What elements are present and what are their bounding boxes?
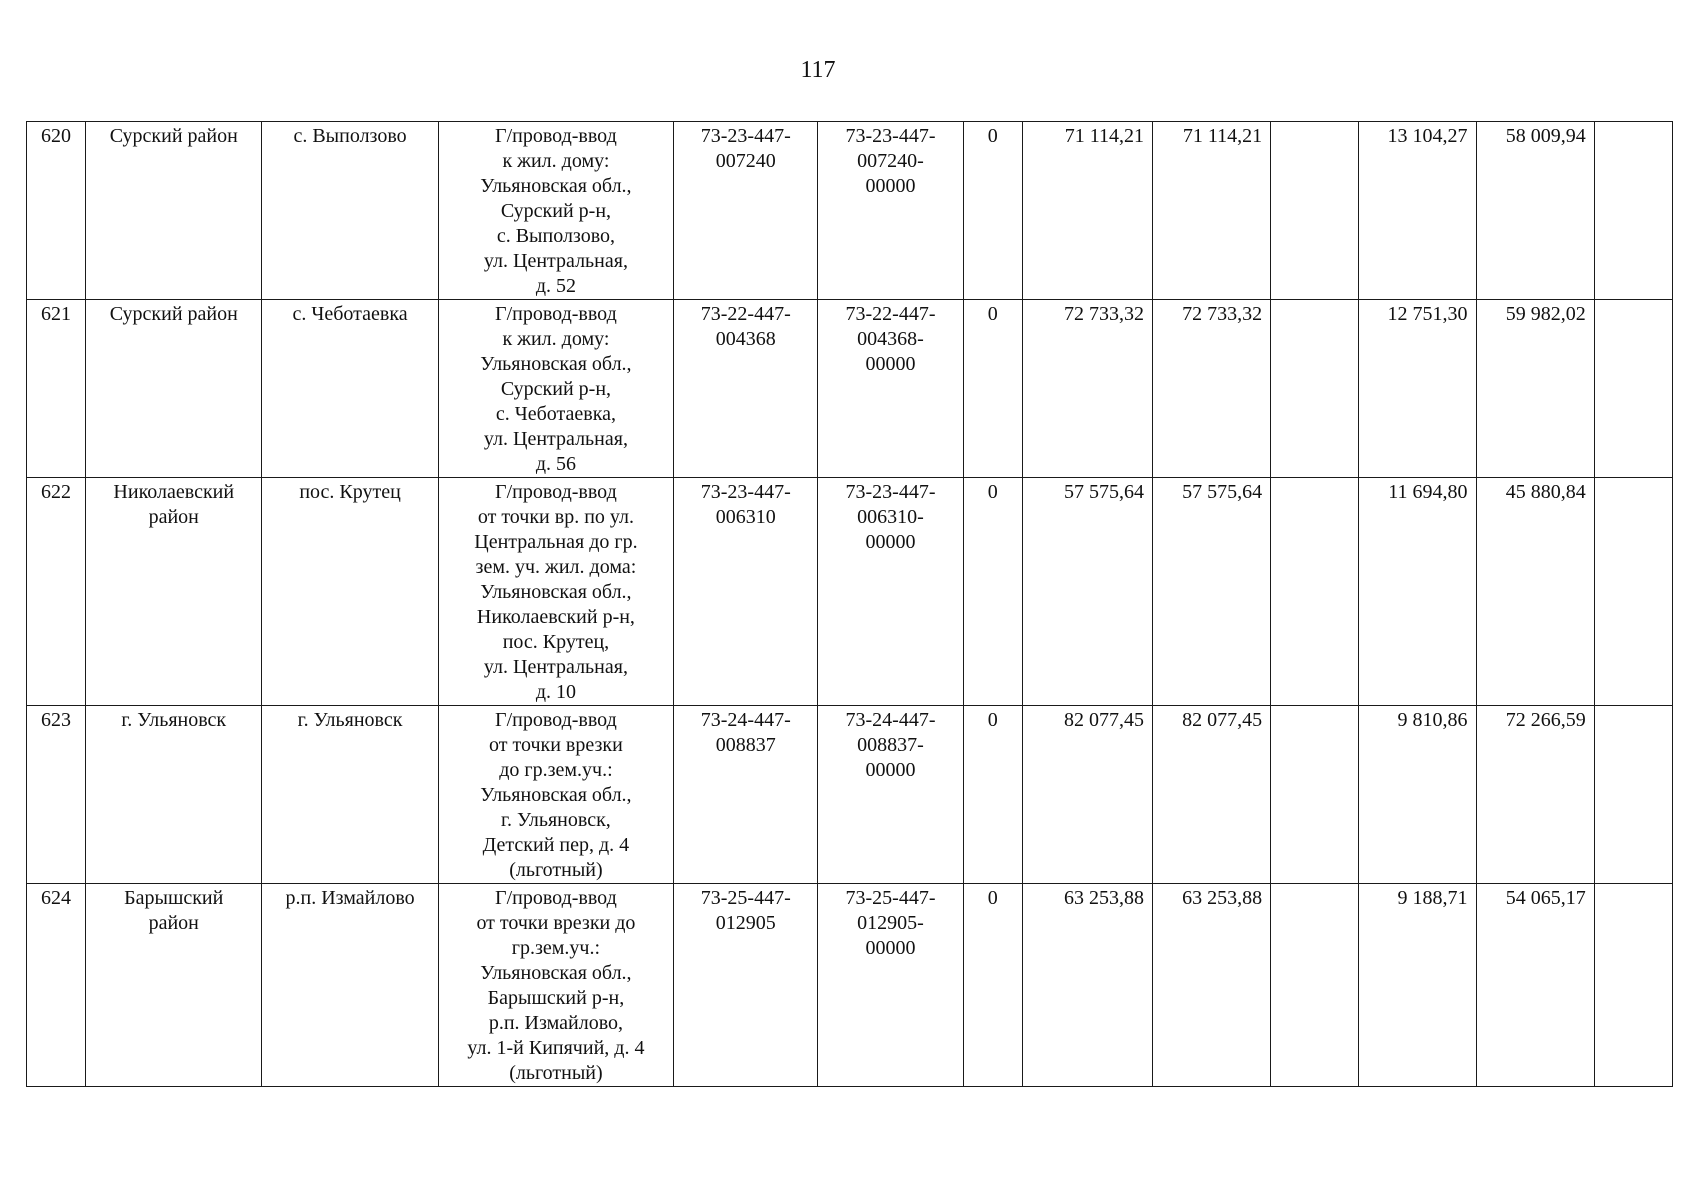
district-cell: Сурский район: [86, 122, 262, 300]
empty-cell: [1594, 300, 1672, 478]
residual-value-cell: 58 009,94: [1476, 122, 1594, 300]
settlement-cell: с. Чеботаевка: [262, 300, 438, 478]
asset-register-table: [26, 121, 1673, 1087]
empty-cell: [1594, 478, 1672, 706]
depreciation-cell: 13 104,27: [1359, 122, 1476, 300]
depreciation-cell: 9 188,71: [1359, 884, 1476, 1087]
object-code-cell: 73-23-447- 007240- 00000: [818, 122, 963, 300]
description-cell: Г/провод-ввод к жил. дому: Ульяновская обл., Сурский р-н, с. Выползово, ул. Центральная, д. 52: [438, 122, 673, 300]
book-cost-cell: 63 253,88: [1152, 884, 1270, 1087]
zero-value-cell: 0: [963, 478, 1022, 706]
settlement-cell: г. Ульяновск: [262, 706, 438, 884]
district-cell: Николаевский район: [86, 478, 262, 706]
district-cell: г. Ульяновск: [86, 706, 262, 884]
book-cost-cell: 82 077,45: [1152, 706, 1270, 884]
depreciation-cell: 9 810,86: [1359, 706, 1476, 884]
settlement-cell: с. Выползово: [262, 122, 438, 300]
district-cell: Сурский район: [86, 300, 262, 478]
table-row: [27, 706, 1673, 884]
depreciation-cell: 12 751,30: [1359, 300, 1476, 478]
district-cell: Барышский район: [86, 884, 262, 1087]
empty-cell: [1271, 478, 1359, 706]
residual-value-cell: 54 065,17: [1476, 884, 1594, 1087]
inventory-number-cell: 73-23-447- 007240: [674, 122, 818, 300]
description-cell: Г/провод-ввод к жил. дому: Ульяновская обл., Сурский р-н, с. Чеботаевка, ул. Центральная, д. 56: [438, 300, 673, 478]
page-number: 117: [800, 57, 836, 83]
zero-value-cell: 0: [963, 884, 1022, 1087]
initial-cost-cell: 71 114,21: [1022, 122, 1152, 300]
table-row: [27, 478, 1673, 706]
row-number-cell: 621: [27, 300, 86, 478]
empty-cell: [1594, 122, 1672, 300]
table-row: [27, 300, 1673, 478]
row-number-cell: 623: [27, 706, 86, 884]
initial-cost-cell: 63 253,88: [1022, 884, 1152, 1087]
residual-value-cell: 59 982,02: [1476, 300, 1594, 478]
row-number-cell: 622: [27, 478, 86, 706]
empty-cell: [1594, 706, 1672, 884]
table-row: [27, 122, 1673, 300]
settlement-cell: пос. Крутец: [262, 478, 438, 706]
zero-value-cell: 0: [963, 706, 1022, 884]
empty-cell: [1594, 884, 1672, 1087]
settlement-cell: р.п. Измайлово: [262, 884, 438, 1087]
inventory-number-cell: 73-24-447- 008837: [674, 706, 818, 884]
zero-value-cell: 0: [963, 122, 1022, 300]
book-cost-cell: 57 575,64: [1152, 478, 1270, 706]
description-cell: Г/провод-ввод от точки вр. по ул. Центральная до гр. зем. уч. жил. дома: Ульяновская обл., Николаевский р-н, пос. Крутец, ул. Центральная, д. 10: [438, 478, 673, 706]
depreciation-cell: 11 694,80: [1359, 478, 1476, 706]
empty-cell: [1271, 122, 1359, 300]
description-cell: Г/провод-ввод от точки врезки до гр.зем.уч.: Ульяновская обл., Барышский р-н, р.п. Измайлово, ул. 1-й Кипячий, д. 4 (льготный): [438, 884, 673, 1087]
zero-value-cell: 0: [963, 300, 1022, 478]
inventory-number-cell: 73-23-447- 006310: [674, 478, 818, 706]
object-code-cell: 73-22-447- 004368- 00000: [818, 300, 963, 478]
residual-value-cell: 72 266,59: [1476, 706, 1594, 884]
object-code-cell: 73-25-447- 012905- 00000: [818, 884, 963, 1087]
empty-cell: [1271, 884, 1359, 1087]
residual-value-cell: 45 880,84: [1476, 478, 1594, 706]
empty-cell: [1271, 706, 1359, 884]
book-cost-cell: 71 114,21: [1152, 122, 1270, 300]
object-code-cell: 73-24-447- 008837- 00000: [818, 706, 963, 884]
book-cost-cell: 72 733,32: [1152, 300, 1270, 478]
row-number-cell: 620: [27, 122, 86, 300]
initial-cost-cell: 57 575,64: [1022, 478, 1152, 706]
initial-cost-cell: 82 077,45: [1022, 706, 1152, 884]
initial-cost-cell: 72 733,32: [1022, 300, 1152, 478]
inventory-number-cell: 73-25-447- 012905: [674, 884, 818, 1087]
table-row: [27, 884, 1673, 1087]
empty-cell: [1271, 300, 1359, 478]
description-cell: Г/провод-ввод от точки врезки до гр.зем.уч.: Ульяновская обл., г. Ульяновск, Детский пер, д. 4 (льготный): [438, 706, 673, 884]
row-number-cell: 624: [27, 884, 86, 1087]
inventory-number-cell: 73-22-447- 004368: [674, 300, 818, 478]
object-code-cell: 73-23-447- 006310- 00000: [818, 478, 963, 706]
